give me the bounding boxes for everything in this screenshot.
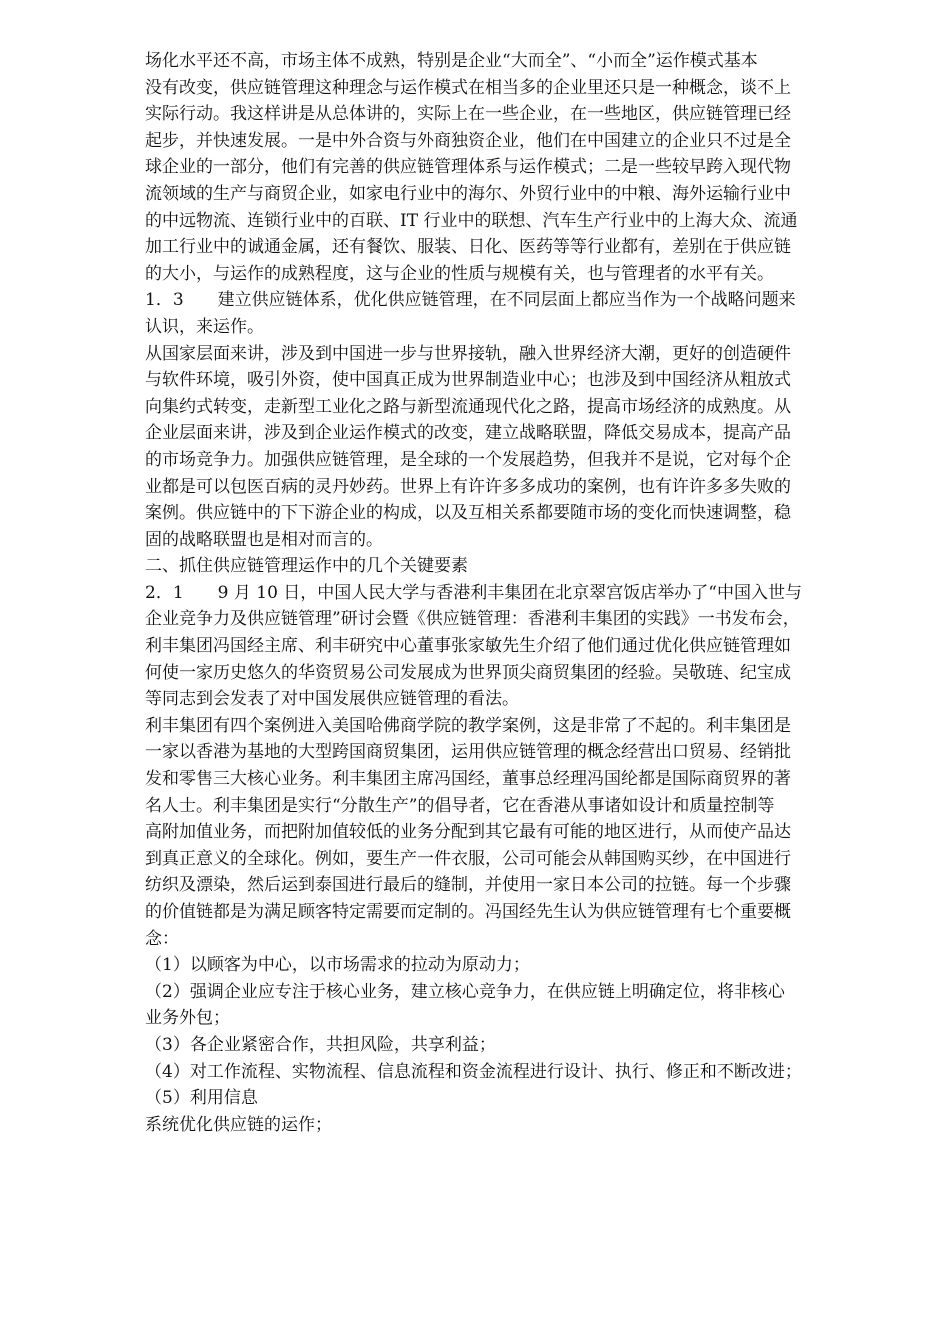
text-line: 业都是可以包医百病的灵丹妙药。世界上有许许多多成功的案例，也有许许多多失败的 (145, 476, 791, 497)
section-heading-2-1: 2．1 9 月 10 日，中国人民大学与香港利丰集团在北京翠宫饭店举办了“中国入世与 (145, 582, 802, 603)
text-line: 利丰集团冯国经主席、利丰研究中心董事张家敏先生介绍了他们通过优化供应链管理如 (145, 636, 791, 657)
text-line: 没有改变，供应链管理这种理念与运作模式在相当多的企业里还只是一种概念，谈不上 (145, 77, 791, 98)
text-line: 企业层面来讲，涉及到企业运作模式的改变，建立战略联盟，降低交易成本，提高产品 (145, 423, 791, 444)
text-line: 加工行业中的诚通金属，还有餐饮、服装、日化、医药等等行业都有，差别在于供应链 (145, 237, 791, 258)
text-line: 念： (145, 928, 179, 949)
text-line: 一家以香港为基地的大型跨国商贸集团，运用供应链管理的概念经营出口贸易、经销批 (145, 742, 791, 763)
text-line: 的价值链都是为满足顾客特定需要而定制的。冯国经先生认为供应链管理有七个重要概 (145, 902, 791, 922)
text-line: 到真正意义的全球化。例如，要生产一件衣服，公司可能会从韩国购买纱，在中国进行 (145, 848, 791, 869)
text-line: 案例。供应链中的下下游企业的构成，以及互相关系都要随市场的变化而快速调整，稳 (145, 503, 791, 524)
text-line: 从国家层面来讲，涉及到中国进一步与世界接轨，融入世界经济大潮，更好的创造硬件 (145, 343, 791, 364)
text-line: 高附加值业务，而把附加值较低的业务分配到其它最有可能的地区进行，从而使产品达 (145, 822, 791, 843)
list-item: （2）强调企业应专注于核心业务，建立核心竞争力，在供应链上明确定位，将非核心 (145, 981, 785, 1002)
text-line: 向集约式转变，走新型工业化之路与新型流通现代化之路，提高市场经济的成熟度。从 (145, 396, 791, 417)
text-line: 与软件环境，吸引外资，使中国真正成为世界制造业中心；也涉及到中国经济从粗放式 (145, 370, 791, 391)
text-line: 的大小，与运作的成熟程度，这与企业的性质与规模有关，也与管理者的水平有关。 (145, 263, 774, 284)
text-line: 利丰集团有四个案例进入美国哈佛商学院的教学案例，这是非常了不起的。利丰集团是 (145, 715, 791, 736)
text-line: 实际行动。我这样讲是从总体讲的，实际上在一些企业，在一些地区，供应链管理已经 (145, 104, 791, 125)
list-item: （3）各企业紧密合作，共担风险，共享利益； (145, 1034, 496, 1055)
text-line: 等同志到会发表了对中国发展供应链管理的看法。 (145, 689, 519, 710)
text-line: 的市场竞争力。加强供应链管理，是全球的一个发展趋势，但我并不是说，它对每个企 (145, 449, 791, 470)
text-line: 认识，来运作。 (145, 316, 264, 337)
document-body (145, 48, 885, 1138)
text-line: 场化水平还不高，市场主体不成熟，特别是企业“大而全”、“小而全”运作模式基本 (145, 51, 758, 71)
text-line: 纺织及漂染，然后运到泰国进行最后的缝制，并使用一家日本公司的拉链。每一个步骤 (145, 875, 791, 896)
text-line: 起步，并快速发展。一是中外合资与外商独资企业，他们在中国建立的企业只不过是全 (145, 130, 791, 151)
text-line: 固的战略联盟也是相对而言的。 (145, 529, 383, 550)
text-line: 名人士。利丰集团是实行“分散生产”的倡导者，它在香港从事诸如设计和质量控制等 (145, 795, 775, 816)
section-heading-1-3: 1．3 建立供应链体系，优化供应链管理，在不同层面上都应当作为一个战略问题来 (145, 290, 796, 311)
text-line: 企业竞争力及供应链管理”研讨会暨《供应链管理：香港利丰集团的实践》一书发布会， (145, 609, 800, 630)
text-line: 何使一家历史悠久的华资贸易公司发展成为世界顶尖商贸集团的经验。吴敬琏、纪宝成 (145, 662, 791, 683)
text-line: 业务外包； (145, 1008, 230, 1029)
text-line: 系统优化供应链的运作； (145, 1114, 332, 1135)
text-line: 的中远物流、连锁行业中的百联、IT 行业中的联想、汽车生产行业中的上海大众、流通 (145, 210, 798, 231)
section-heading-2: 二、抓住供应链管理运作中的几个关键要素 (145, 556, 468, 577)
text-line: 流领域的生产与商贸企业，如家电行业中的海尔、外贸行业中的中粮、海外运输行业中 (145, 183, 791, 204)
list-item: （4）对工作流程、实物流程、信息流程和资金流程进行设计、执行、修正和不断改进； (145, 1061, 802, 1082)
list-item: （1）以顾客为中心，以市场需求的拉动为原动力； (145, 955, 530, 976)
list-item: （5）利用信息 (145, 1088, 258, 1109)
text-line: 球企业的一部分，他们有完善的供应链管理体系与运作模式；二是一些较早跨入现代物 (145, 157, 791, 178)
text-line: 发和零售三大核心业务。利丰集团主席冯国经，董事总经理冯国纶都是国际商贸界的著 (145, 769, 791, 790)
